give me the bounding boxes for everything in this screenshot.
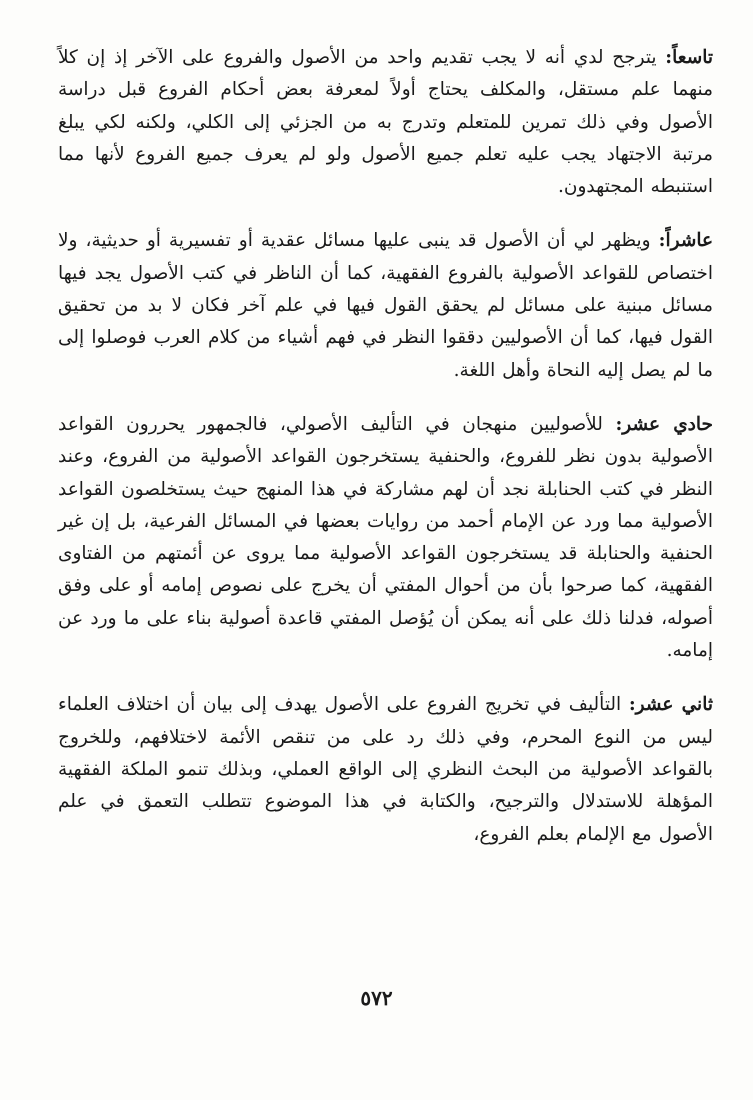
paragraph-lead: عاشراً:: [658, 230, 713, 252]
paragraph-text: ويظهر لي أن الأصول قد ينبى عليها مسائل عقدية أو تفسيرية أو حديثية، ولا اختصاص للقواعد الأصولية بالفروع الفقهية، كما أن الناظر في كتب الأصول يجد فيها مسائل مبنية على مسائل لم يحقق القول فيها في علم آخر فكان لا بد من تحقيق القول فيها، كما أن الأصوليين دققوا النظر في فهم أشياء من كلام العرب فوصلوا إلى ما لم يصل إليه النحاة وأهل اللغة.: [58, 230, 713, 381]
page-number: ٥٧٢: [360, 986, 393, 1010]
paragraph-text: يترجح لدي أنه لا يجب تقديم واحد من الأصول والفروع على الآخر إذ إن كلاً منهما علم مستقل، والمكلف يحتاج أولاً لمعرفة بعض أحكام الفروع قبل دراسة الأصول وفي ذلك تمرين للمتعلم وتدرج به من الجزئي إلى الكلي، ولكنه لكي يبلغ مرتبة الاجتهاد يجب عليه تعلم جميع الأصول ولو لم يعرف جميع الفروع لأنها مما استنبطه المجتهدون.: [58, 47, 713, 198]
paragraph-eleventh: [58, 409, 713, 667]
paragraph-text: للأصوليين منهجان في التأليف الأصولي، فالجمهور يحررون القواعد الأصولية بدون نظر للفروع، والحنفية يستخرجون القواعد الأصولية من الفروع، وعند النظر في كتب الحنابلة نجد أن لهم مشاركة في هذا المنهج حيث يستخلصون القواعد الأصولية مما ورد عن الإمام أحمد من روايات بعضها في المسائل الفرعية، بل إن غير الحنفية والحنابلة قد يستخرجون القواعد الأصولية مما يروى عن أئمتهم من الفتاوى الفقهية، كما صرحوا بأن من أحوال المفتي أن يخرج على نصوص إمامه أو على وفق أصوله، فدلنا ذلك على أنه يمكن أن يُؤصل المفتي قاعدة أصولية بناء على ما ورد عن إمامه.: [58, 413, 713, 662]
paragraph-lead: حادي عشر:: [615, 413, 713, 435]
paragraph-lead: تاسعاً:: [665, 47, 713, 68]
paragraph-lead: ثاني عشر:: [628, 694, 713, 716]
paragraph-ninth: [58, 42, 713, 203]
paragraph-tenth: [58, 225, 713, 386]
document-page: [0, 42, 753, 1100]
paragraph-twelfth: [58, 689, 713, 850]
paragraph-text: التأليف في تخريج الفروع على الأصول يهدف إلى بيان أن اختلاف العلماء ليس من النوع المحرم، وفي ذلك رد على من تنقص الأئمة لاختلافهم، وللخروج بالقواعد الأصولية من البحث النظري إلى الواقع العملي، وبذلك تنمو الملكة الفقهية المؤهلة للاستدلال والترجيح، والكتابة في هذا الموضوع تتطلب التعمق في علم الأصول مع الإلمام بعلم الفروع،: [58, 694, 713, 845]
